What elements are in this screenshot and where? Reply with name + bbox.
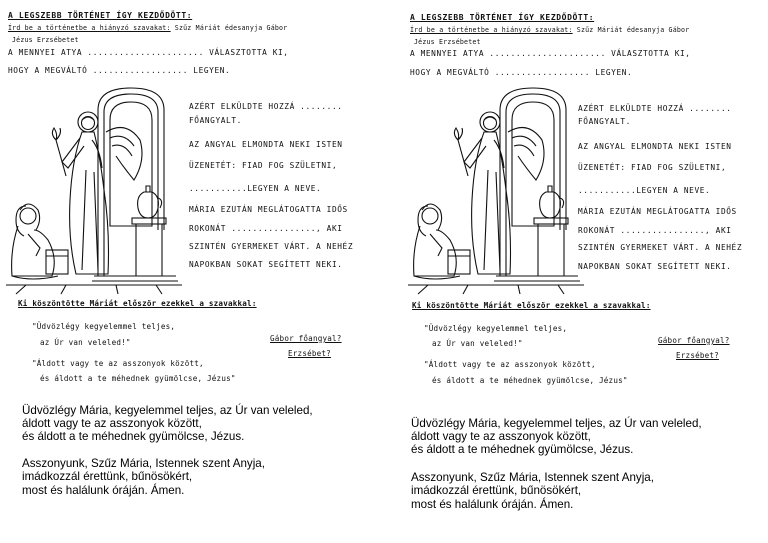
quote-1-line-1: "Üdvözlégy kegyelemmel teljes,	[32, 322, 176, 331]
quote-1-line-2: az Úr van veleled!"	[40, 338, 131, 347]
prayer-line-2: áldott vagy te az asszonyok között,	[22, 417, 202, 430]
quote-1-line-2: az Úr van veleled!"	[432, 339, 523, 348]
story-line-1: A MENNYEI ATYA ...................... VÁLASZTOTTA KI,	[8, 48, 289, 57]
annunciation-illustration	[6, 80, 184, 295]
quote-2-line-2: és áldott a te méhednek gyümölcse, Jézus"	[40, 374, 236, 383]
story-line-2: HOGY A MEGVÁLTÓ .................. LEGYEN.	[8, 66, 231, 75]
choice-erzsebet: Erzsébet?	[288, 349, 331, 358]
instruction	[410, 26, 689, 34]
annunciation-illustration	[408, 80, 586, 295]
story-text-4: ÜZENETÉT: FIAD FOG SZÜLETNI,	[189, 161, 338, 170]
word-bank-2: Jézus Erzsébetet	[414, 38, 481, 46]
prayer-line-5: imádkozzál érettünk, bűnösökért,	[22, 470, 193, 483]
prayer-line-5: imádkozzál érettünk, bűnösökért,	[411, 484, 582, 497]
story-text-4: ÜZENETÉT: FIAD FOG SZÜLETNI,	[578, 163, 727, 172]
word-bank: Szűz Máriát édesanyja Gábor	[576, 26, 690, 34]
story-text-7: ROKONÁT ................, AKI	[578, 226, 732, 235]
instruction	[8, 24, 287, 32]
story-text-3: AZ ANGYAL ELMONDTA NEKI ISTEN	[578, 142, 732, 151]
question: Ki köszöntötte Máriát először ezekkel a szavakkal:	[18, 299, 257, 308]
instruction-lead: Írd be a történetbe a hiányzó szavakat:	[410, 26, 573, 34]
quote-1-line-1: "Üdvözlégy kegyelemmel teljes,	[424, 324, 568, 333]
story-text-9: NAPOKBAN SOKAT SEGÍTETT NEKI.	[578, 262, 732, 271]
prayer-line-1: Üdvözlégy Mária, kegyelemmel teljes, az Úr van veleled,	[411, 417, 702, 430]
prayer-line-2: áldott vagy te az asszonyok között,	[411, 430, 591, 443]
choice-erzsebet: Erzsébet?	[676, 351, 719, 360]
story-text-9: NAPOKBAN SOKAT SEGÍTETT NEKI.	[189, 260, 343, 269]
quote-2-line-1: "Áldott vagy te az asszonyok között,	[424, 360, 596, 369]
choice-gabor: Gábor főangyal?	[270, 334, 342, 343]
story-text-7: ROKONÁT ................, AKI	[189, 224, 343, 233]
story-text-3: AZ ANGYAL ELMONDTA NEKI ISTEN	[189, 140, 343, 149]
choice-gabor: Gábor főangyal?	[658, 336, 730, 345]
prayer-line-4: Asszonyunk, Szűz Mária, Istennek szent Anyja,	[22, 457, 265, 470]
story-text-1: AZÉRT ELKÜLDTE HOZZÁ ........	[578, 104, 732, 113]
word-bank: Szűz Máriát édesanyja Gábor	[174, 24, 288, 32]
question: Ki köszöntötte Máriát először ezekkel a szavakkal:	[412, 301, 651, 310]
worksheet-title: A LEGSZEBB TÖRTÉNET ÍGY KEZDŐDÖTT:	[8, 11, 193, 20]
worksheet-right	[384, 0, 768, 543]
story-line-1: A MENNYEI ATYA ...................... VÁLASZTOTTA KI,	[410, 49, 691, 58]
quote-2-line-1: "Áldott vagy te az asszonyok között,	[32, 359, 204, 368]
prayer-line-6: most és halálunk óráján. Ámen.	[22, 484, 185, 497]
story-text-5: ...........LEGYEN A NEVE.	[578, 186, 711, 195]
story-text-5: ...........LEGYEN A NEVE.	[189, 184, 322, 193]
worksheet-title: A LEGSZEBB TÖRTÉNET ÍGY KEZDŐDÖTT:	[410, 13, 595, 22]
word-bank-2: Jézus Erzsébetet	[12, 36, 79, 44]
prayer-line-4: Asszonyunk, Szűz Mária, Istennek szent Anyja,	[411, 471, 654, 484]
instruction-lead: Írd be a történetbe a hiányzó szavakat:	[8, 24, 171, 32]
quote-2-line-2: és áldott a te méhednek gyümölcse, Jézus"	[432, 376, 628, 385]
story-text-2: FŐANGYALT.	[189, 116, 242, 125]
story-text-8: SZINTÉN GYERMEKET VÁRT. A NEHÉZ	[578, 243, 743, 252]
story-text-1: AZÉRT ELKÜLDTE HOZZÁ ........	[189, 102, 343, 111]
prayer-line-3: és áldott a te méhednek gyümölcse, Jézus.	[22, 430, 245, 443]
prayer-line-1: Üdvözlégy Mária, kegyelemmel teljes, az Úr van veleled,	[22, 404, 313, 417]
story-text-6: MÁRIA EZUTÁN MEGLÁTOGATTA IDŐS	[578, 207, 737, 216]
story-text-6: MÁRIA EZUTÁN MEGLÁTOGATTA IDŐS	[189, 205, 348, 214]
prayer-line-3: és áldott a te méhednek gyümölcse, Jézus.	[411, 443, 634, 456]
story-text-2: FŐANGYALT.	[578, 117, 631, 126]
story-line-2: HOGY A MEGVÁLTÓ .................. LEGYEN.	[410, 68, 633, 77]
story-text-8: SZINTÉN GYERMEKET VÁRT. A NEHÉZ	[189, 242, 354, 251]
prayer-line-6: most és halálunk óráján. Ámen.	[411, 498, 574, 511]
